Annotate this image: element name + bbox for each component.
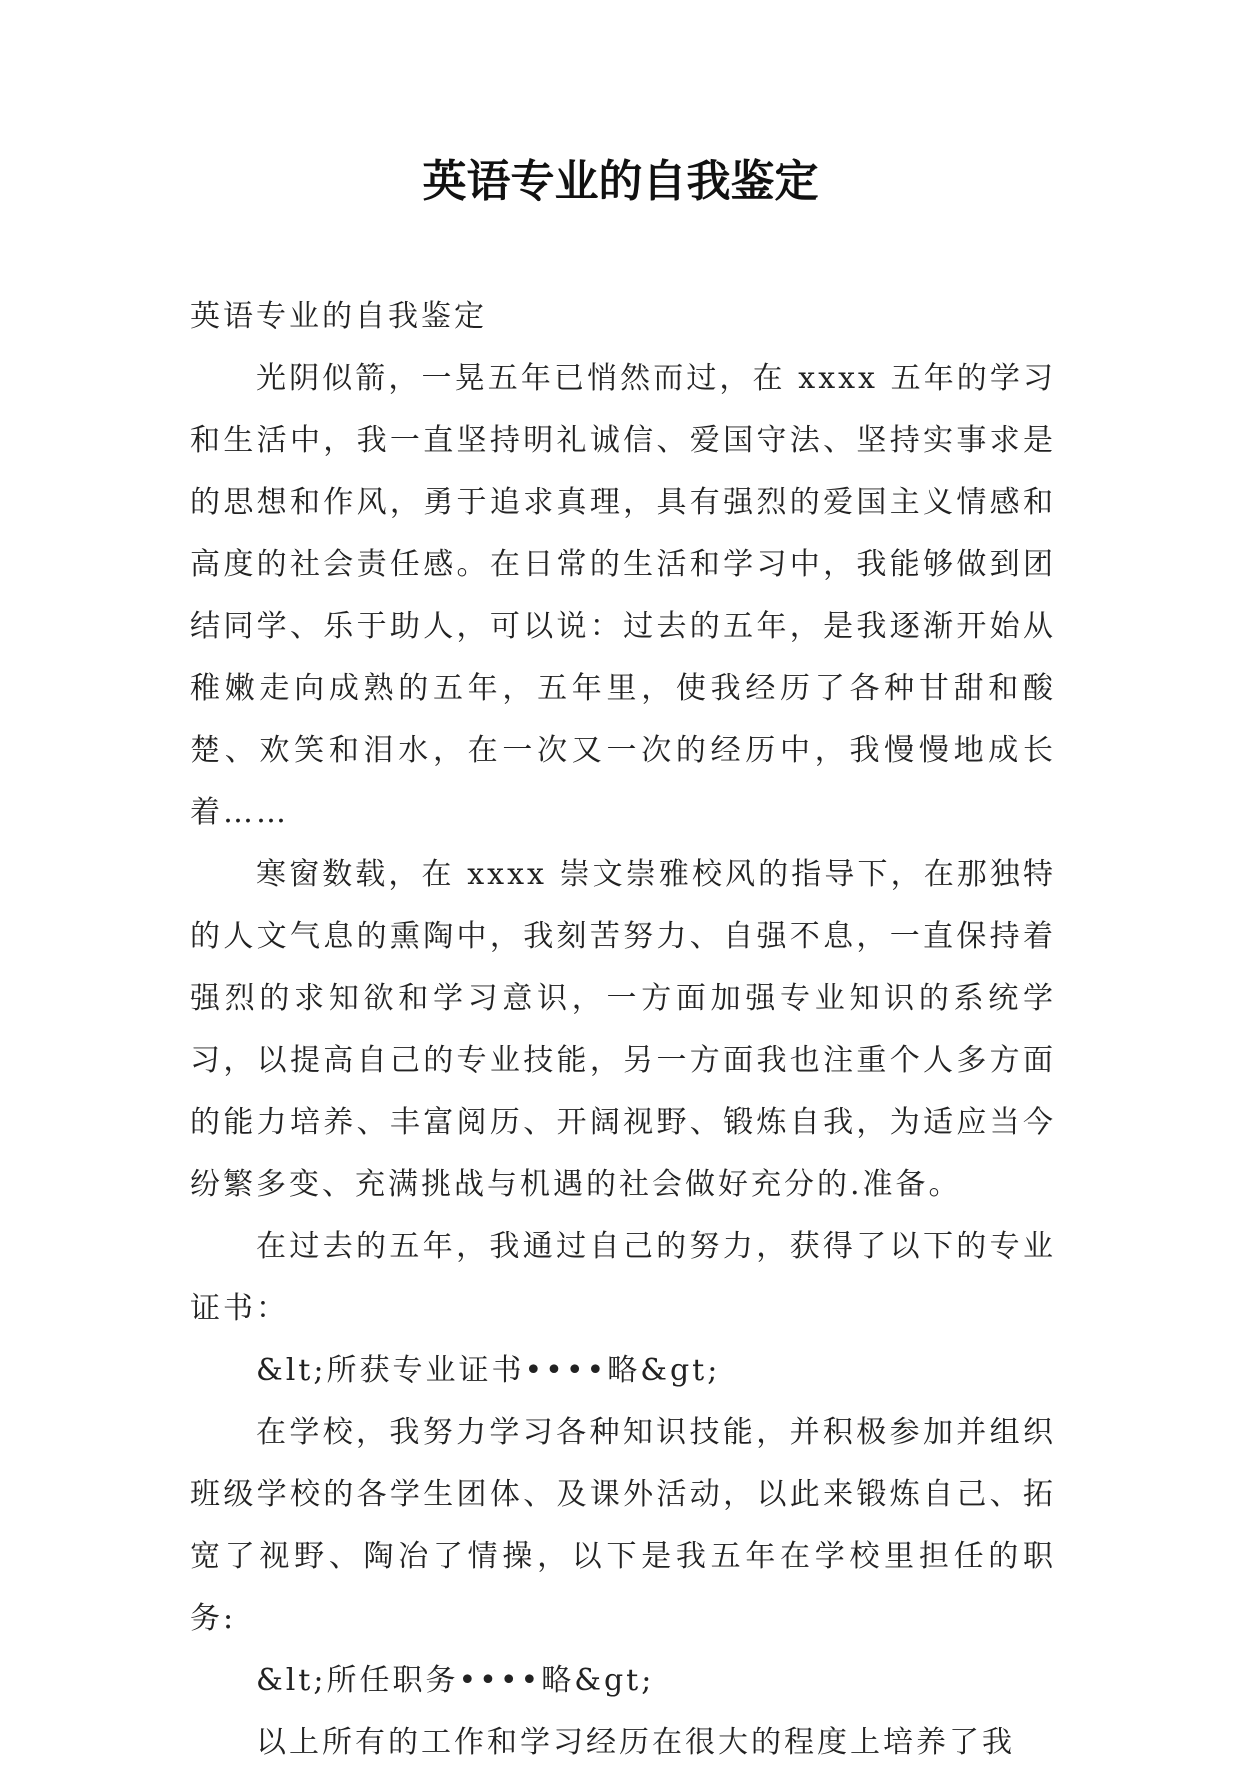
paragraph: 寒窗数载，在 xxxx 崇文崇雅校风的指导下，在那独特的人文气息的熏陶中，我刻苦努力、自强不息，一直保持着强烈的求知欲和学习意识，一方面加强专业知识的系统学习，以提高自己的专业技能，另一方面我也注重个人多方面的能力培养、丰富阅历、开阔视野、锻炼自我，为适应当今纷繁多变、充满挑战与机遇的社会做好充分的.准备。	[190, 857, 1056, 1202]
paragraph: &lt;所获专业证书••••略&gt;	[256, 1353, 721, 1388]
paragraph: 光阴似箭，一晃五年已悄然而过，在 xxxx 五年的学习和生活中，我一直坚持明礼诚信、爱国守法、坚持实事求是的思想和作风，勇于追求真理，具有强烈的爱国主义情感和高度的社会责任感。在日常的生活和学习中，我能够做到团结同学、乐于助人，可以说：过去的五年，是我逐渐开始从稚嫩走向成熟的五年，五年里，使我经历了各种甘甜和酸楚、欢笑和泪水，在一次又一次的经历中，我慢慢地成长着……	[190, 361, 1056, 830]
document-body	[190, 286, 1056, 1774]
paragraph: 以上所有的工作和学习经历在很大的程度上培养了我	[256, 1725, 1015, 1760]
document-title: 英语专业的自我鉴定	[422, 156, 819, 207]
paragraph: &lt;所任职务••••略&gt;	[256, 1663, 655, 1698]
paragraph-heading: 英语专业的自我鉴定	[190, 299, 487, 334]
paragraph: 在学校，我努力学习各种知识技能，并积极参加并组织班级学校的各学生团体、及课外活动，以此来锻炼自己、拓宽了视野、陶冶了情操，以下是我五年在学校里担任的职务:	[190, 1415, 1056, 1636]
paragraph: 在过去的五年，我通过自己的努力，获得了以下的专业证书：	[190, 1229, 1056, 1326]
